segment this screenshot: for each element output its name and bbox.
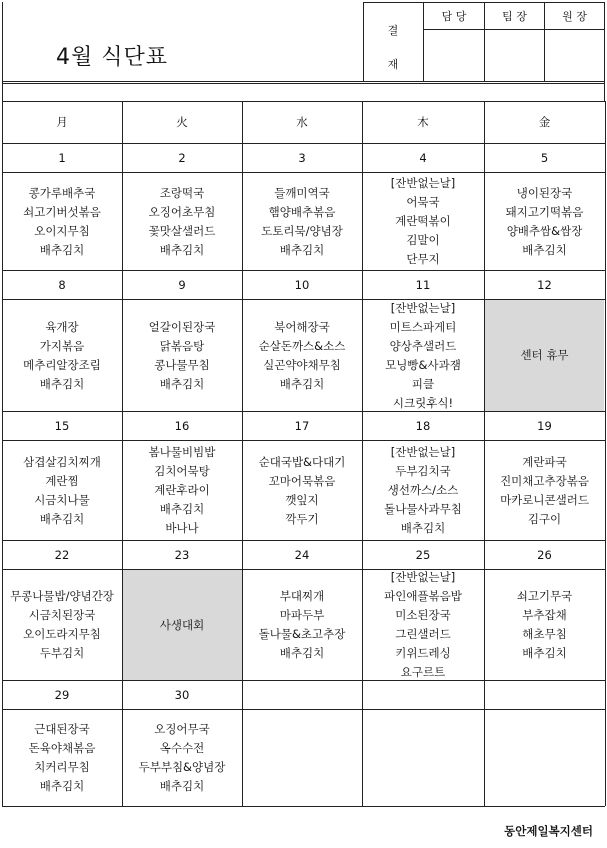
menu-cell	[122, 300, 242, 411]
menu-cell	[362, 173, 484, 270]
menu-item: 양배추쌈&쌈장	[506, 223, 583, 238]
menu-cell	[2, 710, 122, 806]
weekday-1: 火	[176, 115, 188, 129]
menu-item: 조랑떡국	[159, 185, 205, 200]
menu-item: 키위드레싱	[395, 646, 451, 660]
date-cell: 25	[415, 547, 431, 562]
date-cell: 2	[178, 150, 186, 165]
menu-item: 꼬마어묵볶음	[268, 473, 336, 488]
menu-cell	[122, 710, 242, 806]
menu-item: 순대국밥&다대기	[258, 454, 346, 469]
menu-item: [잔반없는날]	[390, 445, 456, 459]
menu-item: 삼겹살김치찌개	[23, 454, 101, 469]
menu-item: 쇠고기버섯볶음	[23, 204, 101, 219]
menu-item: 메추리알장조림	[23, 357, 101, 372]
menu-item: 부대찌개	[279, 589, 325, 603]
menu-item: 미트스파게티	[389, 319, 457, 334]
menu-item: 꽃맛살샐러드	[148, 223, 216, 238]
date-cell: 24	[294, 547, 310, 562]
date-cell: 18	[415, 418, 431, 433]
date-cell: 9	[178, 277, 186, 292]
date-cell: 30	[174, 687, 190, 702]
weekday-4: 金	[538, 115, 551, 129]
menu-item: 단무지	[406, 252, 440, 266]
menu-item: 오징어무국	[154, 722, 210, 736]
menu-item: 콩나물무침	[154, 357, 210, 372]
header-double-line-2	[2, 83, 605, 84]
menu-cell	[2, 570, 122, 680]
menu-item: 계란파국	[522, 454, 567, 469]
menu-item: 배추김치	[159, 242, 205, 257]
menu-item: 배추김치	[39, 511, 85, 526]
menu-item: 계란후라이	[154, 483, 210, 497]
menu-item: 생선까스/소스	[387, 483, 459, 497]
menu-item: 양상추샐러드	[389, 338, 457, 353]
date-cell: 23	[174, 547, 190, 562]
header-double-line-1	[2, 81, 605, 82]
date-cell: 3	[298, 150, 306, 165]
menu-item: 오이도라지무침	[23, 627, 101, 641]
menu-item: 오이지무침	[34, 223, 90, 238]
menu-item: 배추김치	[39, 376, 85, 391]
menu-item: 북어해장국	[274, 319, 330, 334]
menu-cell	[484, 173, 605, 270]
menu-item: 실곤약야채무침	[263, 357, 341, 372]
date-cell: 19	[537, 418, 552, 433]
menu-cell	[242, 300, 362, 411]
menu-item: 시금치나물	[34, 492, 90, 507]
menu-item: 배추김치	[400, 521, 446, 535]
menu-item: 배추김치	[522, 646, 567, 660]
menu-cell	[484, 300, 605, 411]
menu-item: 돼지고기떡볶음	[505, 204, 584, 219]
header-left-border	[2, 2, 3, 102]
menu-item: 도토리묵/양념장	[261, 223, 343, 238]
weekday-0: 月	[56, 115, 68, 129]
menu-item: 마카로니콘샐러드	[500, 492, 589, 507]
date-cell	[484, 681, 605, 709]
menu-cell	[242, 173, 362, 270]
menu-cell	[122, 173, 242, 270]
menu-cell	[362, 441, 484, 540]
menu-item: [잔반없는날]	[390, 570, 456, 584]
menu-item: 두부부침&양념장	[138, 760, 226, 774]
approval-label	[378, 14, 408, 82]
menu-item: 봄나물비빔밥	[148, 445, 216, 459]
weekday-2: 水	[296, 115, 308, 129]
menu-item: 계란떡볶이	[395, 214, 451, 228]
menu-item: 마파두부	[279, 608, 325, 622]
header-right-border	[604, 2, 605, 102]
menu-item: 배추김치	[39, 779, 85, 793]
menu-item: 어묵국	[406, 195, 440, 209]
date-cell: 12	[537, 277, 552, 292]
date-cell: 10	[294, 277, 310, 292]
menu-item: 닭볶음탕	[159, 338, 205, 353]
menu-item: 햄양배추볶음	[268, 204, 336, 219]
menu-item: 김말이	[406, 233, 440, 247]
menu-item: 깻잎지	[285, 492, 319, 507]
menu-cell	[2, 300, 122, 411]
menu-item: 들깨미역국	[274, 185, 330, 200]
menu-cell	[242, 710, 362, 806]
date-cell	[362, 681, 484, 709]
menu-item: 배추김치	[522, 242, 567, 257]
menu-item: 돈육야채볶음	[28, 741, 96, 755]
grid-col-line	[605, 101, 606, 806]
menu-cell	[484, 570, 605, 680]
date-cell: 17	[294, 418, 310, 433]
menu-item: 냉이된장국	[516, 185, 573, 200]
menu-cell	[122, 441, 242, 540]
menu-item: [잔반없는날]	[390, 176, 456, 190]
menu-item: 순살돈까스&소스	[258, 338, 346, 353]
approval-label-text: 결재	[387, 24, 399, 71]
menu-item: 배추김치	[279, 646, 325, 660]
menu-item: 배추김치	[279, 376, 325, 391]
menu-item: 쇠고기무국	[516, 589, 573, 603]
menu-item: 무콩나물밥/양념간장	[10, 589, 114, 603]
menu-item: 깍두기	[285, 511, 319, 526]
menu-item: 요구르트	[400, 665, 446, 679]
menu-item: 진미채고추장볶음	[500, 473, 589, 488]
grid-row-line	[2, 806, 605, 807]
date-cell: 16	[174, 418, 190, 433]
menu-item: 바나나	[165, 521, 199, 535]
menu-item: 돌나물사과무침	[384, 502, 462, 516]
menu-item: 얼갈이된장국	[148, 319, 216, 334]
page-title: 4월 식단표	[56, 45, 168, 70]
menu-item: 시크릿후식!	[392, 395, 454, 410]
menu-item: 치커리무침	[34, 760, 90, 774]
date-cell: 26	[537, 547, 552, 562]
menu-item: 배추김치	[159, 502, 205, 516]
menu-item: 파인애플볶음밥	[384, 589, 462, 603]
date-cell: 11	[415, 277, 431, 292]
menu-cell	[362, 710, 484, 806]
approver-team-leader: 팀 장	[502, 10, 527, 23]
menu-cell	[362, 570, 484, 680]
approver-manager: 담 당	[441, 10, 467, 23]
date-cell: 22	[54, 547, 70, 562]
menu-item: 옥수수전	[159, 741, 205, 755]
menu-item: 육개장	[45, 319, 79, 334]
menu-item: 김치어묵탕	[154, 464, 210, 478]
menu-item: 그린샐러드	[395, 627, 451, 641]
menu-item: 시금치된장국	[28, 608, 96, 622]
menu-item: 부추잡채	[522, 608, 567, 622]
menu-item: 배추김치	[159, 376, 205, 391]
menu-item: 김구이	[527, 511, 562, 526]
header-divider	[363, 2, 364, 82]
date-cell: 1	[58, 150, 66, 165]
menu-item: 사생대회	[159, 617, 205, 632]
menu-item: 가지볶음	[39, 338, 85, 353]
date-cell: 8	[58, 277, 66, 292]
date-cell: 4	[419, 150, 427, 165]
menu-item: 배추김치	[39, 242, 85, 257]
menu-cell	[242, 570, 362, 680]
menu-item: 모닝빵&사과잼	[385, 357, 461, 372]
menu-item: 센터 휴무	[520, 348, 569, 362]
menu-item: [잔반없는날]	[390, 300, 456, 315]
menu-cell	[242, 441, 362, 540]
menu-item: 근대된장국	[34, 722, 90, 736]
date-cell: 29	[54, 687, 70, 702]
menu-item: 두부김치국	[395, 464, 451, 478]
menu-item: 두부김치	[39, 646, 85, 660]
date-cell	[242, 681, 362, 709]
menu-item: 배추김치	[279, 242, 325, 257]
approver-director: 원 장	[562, 10, 587, 23]
menu-item: 미소된장국	[395, 608, 451, 622]
center-name: 동안제일복지센터	[504, 824, 593, 838]
menu-item: 콩가루배추국	[28, 185, 96, 200]
menu-item: 피클	[411, 376, 435, 391]
menu-cell	[362, 300, 484, 411]
menu-cell	[122, 570, 242, 680]
menu-cell	[2, 173, 122, 270]
menu-item: 돌나물&초고추장	[258, 627, 346, 641]
menu-item: 배추김치	[159, 779, 205, 793]
date-cell: 15	[54, 418, 70, 433]
menu-cell	[484, 710, 605, 806]
approval-header-line	[423, 29, 605, 30]
menu-item: 오징어초무침	[148, 204, 216, 219]
menu-cell	[484, 441, 605, 540]
weekday-3: 木	[417, 115, 429, 129]
menu-item: 해초무침	[522, 627, 567, 641]
menu-cell	[2, 441, 122, 540]
menu-item: 계란찜	[45, 473, 79, 488]
date-cell: 5	[540, 150, 549, 165]
